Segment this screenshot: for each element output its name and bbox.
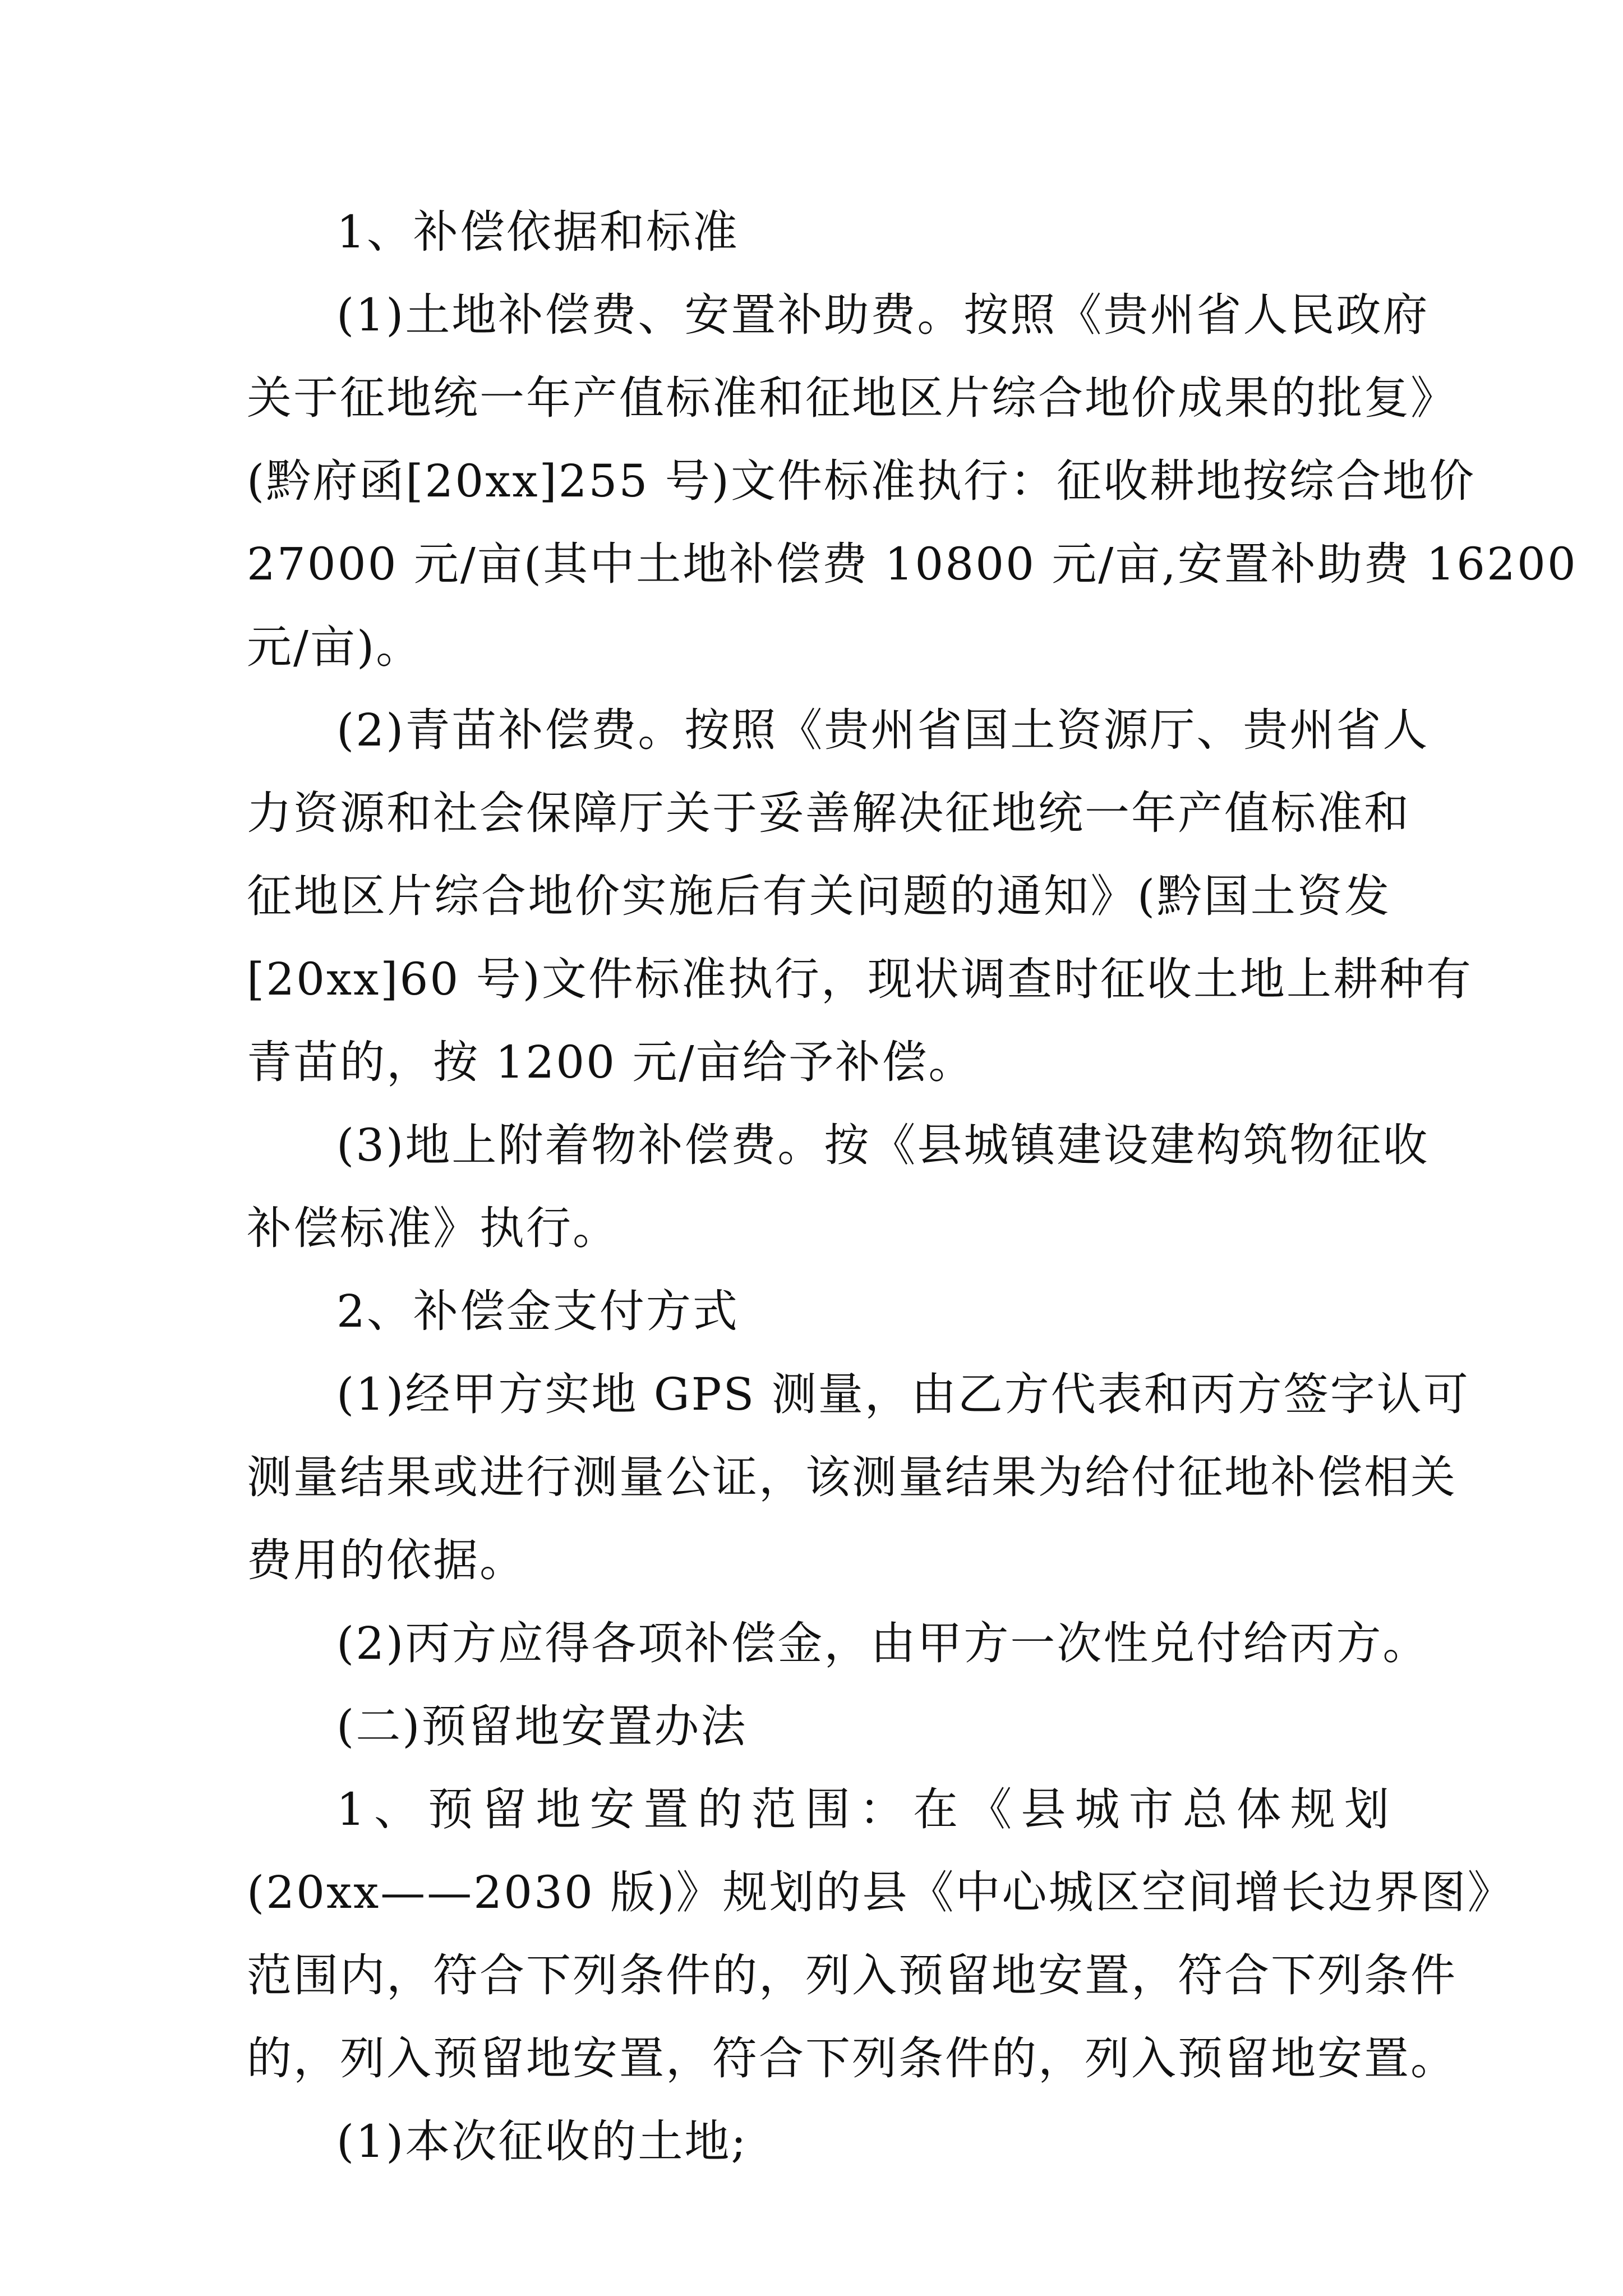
text-line: 1、补偿依据和标准 <box>336 206 739 258</box>
text-line: 关于征地统一年产值标准和征地区片综合地价成果的批复》 <box>247 372 1457 424</box>
text-line: 元/亩)。 <box>247 621 423 673</box>
text-line: 青苗的，按 1200 元/亩给予补偿。 <box>247 1036 975 1088</box>
text-line: (1)本次征收的土地; <box>336 2115 748 2168</box>
text-line: 费用的依据。 <box>247 1534 526 1586</box>
text-line: 的，列入预留地安置，符合下列条件的，列入预留地安置。 <box>247 2032 1457 2085</box>
text-line: (3)地上附着物补偿费。按《县城镇建设建构筑物征收 <box>336 1119 1430 1171</box>
text-line: (1)经甲方实地 GPS 测量，由乙方代表和丙方签字认可 <box>336 1368 1470 1420</box>
text-line: (二)预留地安置办法 <box>336 1700 748 1752</box>
document-body <box>247 191 1578 2183</box>
text-line: 1、预留地安置的范围：在《县城市总体规划 <box>336 1783 1391 1835</box>
text-line: 力资源和社会保障厅关于妥善解决征地统一年产值标准和 <box>247 787 1410 839</box>
text-line: 征地区片综合地价实施后有关问题的通知》(黔国土资发 <box>247 870 1391 922</box>
text-line: 2、补偿金支付方式 <box>336 1285 739 1337</box>
text-line: (1)土地补偿费、安置补助费。按照《贵州省人民政府 <box>336 289 1430 341</box>
text-line: 补偿标准》执行。 <box>247 1202 619 1254</box>
text-line: 测量结果或进行测量公证，该测量结果为给付征地补偿相关 <box>247 1451 1457 1503</box>
text-line: (20xx——2030 版)》规划的县《中心城区空间增长边界图》 <box>247 1866 1514 1918</box>
text-line: 27000 元/亩(其中土地补偿费 10800 元/亩,安置补助费 16200 <box>247 538 1578 590</box>
text-line: (2)丙方应得各项补偿金，由甲方一次性兑付给丙方。 <box>336 1617 1430 1669</box>
text-line: 范围内，符合下列条件的，列入预留地安置，符合下列条件 <box>247 1949 1457 2001</box>
text-line: (黔府函[20xx]255 号)文件标准执行：征收耕地按综合地价 <box>247 455 1476 507</box>
text-line: (2)青苗补偿费。按照《贵州省国土资源厅、贵州省人 <box>336 704 1430 756</box>
text-line: [20xx]60 号)文件标准执行，现状调查时征收土地上耕种有 <box>247 953 1473 1005</box>
